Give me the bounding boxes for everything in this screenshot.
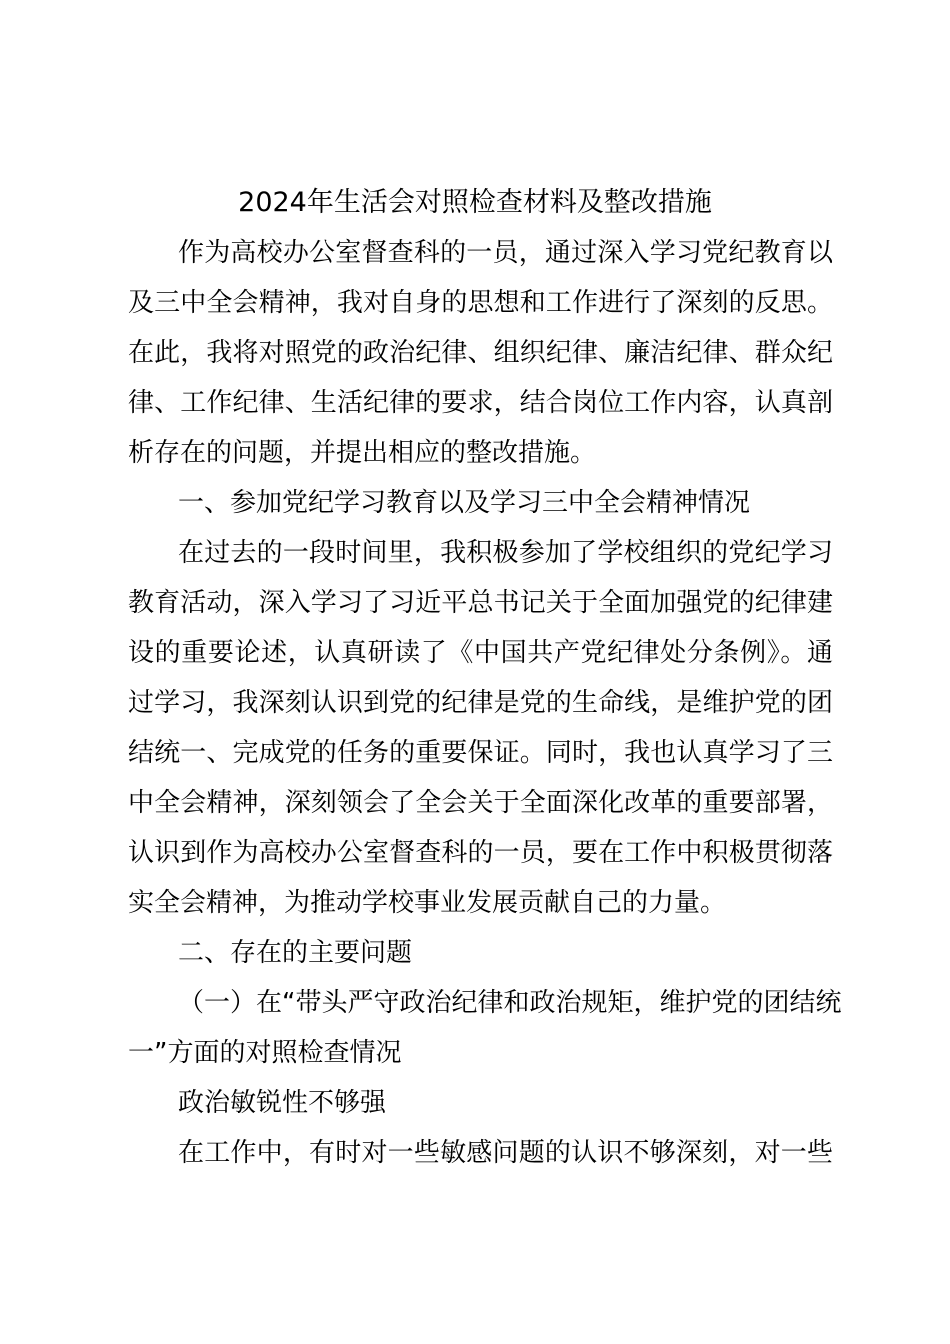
paragraph-line: 作为高校办公室督查科的一员，通过深入学习党纪教育以: [178, 238, 833, 268]
paragraph-line: 中全会精神，深刻领会了全会关于全面深化改革的重要部署，: [128, 788, 833, 818]
document-title: 2024年生活会对照检查材料及整改措施: [238, 187, 712, 218]
paragraph-line: 认识到作为高校办公室督查科的一员，要在工作中积极贯彻落: [128, 838, 833, 868]
section-heading: 一、参加党纪学习教育以及学习三中全会精神情况: [178, 488, 751, 518]
section-heading: 二、存在的主要问题: [178, 938, 413, 968]
paragraph-line: 在工作中，有时对一些敏感问题的认识不够深刻，对一些: [178, 1138, 833, 1168]
paragraph-line: 结统一、完成党的任务的重要保证。同时，我也认真学习了三: [128, 738, 833, 768]
paragraph-line: 实全会精神，为推动学校事业发展贡献自己的力量。: [128, 888, 727, 918]
subsection-heading: 一”方面的对照检查情况: [128, 1038, 402, 1068]
paragraph-line: 在此，我将对照党的政治纪律、组织纪律、廉洁纪律、群众纪: [128, 338, 833, 368]
paragraph-line: 律、工作纪律、生活纪律的要求，结合岗位工作内容，认真剖: [128, 388, 833, 418]
paragraph-line: 过学习，我深刻认识到党的纪律是党的生命线，是维护党的团: [128, 688, 833, 718]
paragraph-line: 教育活动，深入学习了习近平总书记关于全面加强党的纪律建: [128, 588, 833, 618]
paragraph-line: 析存在的问题，并提出相应的整改措施。: [128, 438, 597, 468]
subsection-heading: （一）在“带头严守政治纪律和政治规矩，维护党的团结统: [178, 988, 842, 1018]
item-heading: 政治敏锐性不够强: [178, 1088, 387, 1118]
paragraph-line: 设的重要论述，认真研读了《中国共产党纪律处分条例》。通: [128, 638, 833, 668]
paragraph-line: 及三中全会精神，我对自身的思想和工作进行了深刻的反思。: [128, 288, 833, 318]
paragraph-line: 在过去的一段时间里，我积极参加了学校组织的党纪学习: [178, 538, 833, 568]
